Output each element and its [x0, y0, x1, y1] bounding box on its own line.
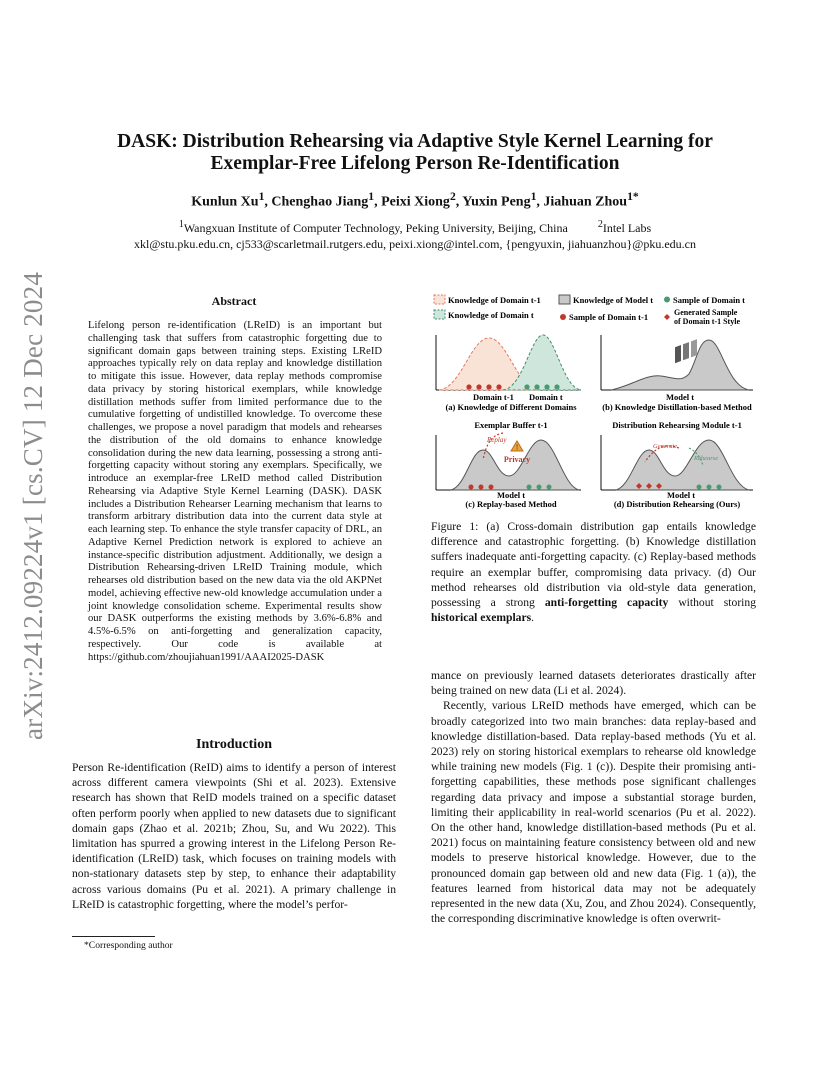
- introduction-heading: Introduction: [196, 737, 272, 752]
- author-name: Kunlun Xu: [191, 194, 259, 210]
- legend-generated-diamond: [664, 314, 670, 320]
- title-line-1: DASK: Distribution Rehearsing via Adaptive Style Kernel Learning for: [117, 131, 713, 152]
- affiliation-2: Intel Labs: [602, 221, 652, 235]
- footnote-rule: [72, 936, 155, 937]
- replay-tag: Replay: [487, 436, 507, 444]
- panel-caption: (d) Distribution Rehearsing (Ours): [613, 499, 741, 509]
- svg-text:!: !: [515, 443, 519, 452]
- panel-a: [436, 335, 581, 412]
- figure-1-caption: Figure 1: (a) Cross-domain distribution gap entails knowledge difference and catastrophic forgetting. (b) Knowledge distillation suffers inadequate anti-forgetting capacity. (c) Replay-based methods require an exemplar buffer, compromising data privacy. (d) Our method rehearses old distribution via old-style data generation, possessing a strong anti-forgetting capacity without storing historical exemplars.: [431, 520, 756, 625]
- panel-caption: (a) Knowledge of Different Domains: [445, 402, 577, 412]
- axis-label: Model t: [496, 490, 526, 500]
- author-name: Yuxin Peng: [462, 194, 531, 210]
- axis-label: Model t: [666, 490, 696, 500]
- rehearse-tag: Rehearse: [694, 455, 719, 462]
- legend-sample-prev: Sample of Domain t-1: [569, 312, 649, 322]
- author-list: Kunlun Xu$^1$, Chenghao Jiang$^1$, Peixi Xiong$^2$, Yuxin Peng$^1$, Jiahuan Zhou$^{1*}$: [191, 190, 639, 210]
- paper-title: [70, 131, 760, 175]
- generate-tag: Generate: [653, 443, 678, 450]
- caption-emphasis: historical exemplars: [431, 611, 532, 625]
- panel-d: [601, 339, 753, 509]
- panel-caption: (c) Replay-based Method: [465, 499, 557, 509]
- author-name: Chenghao Jiang: [271, 194, 369, 210]
- legend-domain-cur: Knowledge of Domain t: [448, 310, 534, 320]
- panel-title: Exemplar Buffer t-1: [474, 420, 548, 430]
- panel-c: [436, 420, 581, 509]
- footnote: *Corresponding author: [84, 940, 173, 951]
- author-emails: xkl@stu.pku.edu.cn, cj533@scarletmail.rutgers.edu, peixi.xiong@intel.com, {pengyuxin, jiahuanzhou}@pku.edu.cn: [134, 237, 696, 251]
- legend-generated: Generated Sample of Domain t-1 Style: [674, 308, 740, 326]
- affiliations: [70, 217, 760, 252]
- axis-label: Domain t-1: [473, 392, 514, 402]
- author-affiliation-mark: 1: [258, 190, 265, 203]
- legend-sample-prev-dot: [560, 314, 566, 320]
- abstract-text: Lifelong person re-identification (LReID) is an important but challenging task that suffers from catastrophic forgetting due to significant domain gaps between training steps. Existing LReID approaches typically rely on data replay and knowledge distillation to mitigate this issue. However, data replay methods compromise data privacy by storing historical exemplars, while knowledge distillation methods suffer from limited performance due to the cumulative forgetting of undistilled knowledge. To overcome these challenges, we propose a novel paradigm that models and rehearses the distribution of the old domains to enhance knowledge consolidation during the new data learning, possessing a strong anti-forgetting capacity without storing any exemplars. Specifically, we introduce an exemplar-free LReID method called Distribution Rehearsing via Adaptive Style Kernel Learning (DASK). DASK includes a Distribution Rehearser Learning mechanism that learns to transform arbitrary distribution data into the current data style at each learning step. To enhance the style transfer capacity of DRL, an Adaptive Kernel Prediction network is explored to achieve an instance-specific distribution adjustment. Additionally, we design a Distribution Rehearsing-driven LReID Training module, which rehearses old distribution based on the new data via the old AKPNet model, achieving effective new-old knowledge accumulation under a joint knowledge consolidation scheme. Experimental results show our DASK outperforms the existing methods by 3.6%-6.8% and 4.5%-6.5% on anti-forgetting and generalization capacity, respectively. Our code is available at https://github.com/zhoujiahuan1991/AAAI2025-DASK: [88, 320, 382, 663]
- panel-caption: (b) Knowledge Distillation-based Method: [602, 402, 752, 412]
- title-line-2: Exemplar-Free Lifelong Person Re-Identification: [210, 153, 620, 174]
- legend-domain-cur-swatch: [434, 310, 445, 319]
- legend-sample-cur-dot: [664, 297, 670, 303]
- right-column-body: [431, 668, 756, 926]
- author-affiliation-mark: 1*: [627, 190, 639, 203]
- paragraph: mance on previously learned datasets deteriorates drastically after being trained on new data (Li et al. 2024).: [431, 669, 756, 698]
- model-curve: [616, 440, 749, 490]
- author-affiliation-mark: 2: [449, 190, 456, 203]
- arxiv-identifier: arXiv:2412.09224v1 [cs.CV] 12 Dec 2024: [18, 271, 48, 740]
- legend-domain-prev: Knowledge of Domain t-1: [448, 295, 541, 305]
- author-affiliation-mark: 1: [530, 190, 537, 203]
- affiliation-mark: 1: [178, 219, 184, 230]
- abstract-heading: Abstract: [211, 294, 257, 308]
- affiliation-mark: 2: [597, 219, 603, 230]
- legend-model-swatch: [559, 295, 570, 304]
- panel-title: Distribution Rehearsing Module t-1: [612, 420, 742, 430]
- author-affiliation-mark: 1: [368, 190, 375, 203]
- introduction-text: Person Re-identification (ReID) aims to identify a person of interest across different camera viewpoints (Shi et al. 2023). Extensive research has shown that ReID models trained on a specific dataset often perform poorly when applied to new datasets due to significant domain gaps (Zhao et al. 2021b; Zhou, Su, and Wu 2022). This limitation has spurred a growing interest in the Lifelong Person Re-identification (LReID) task, which focuses on training models with non-stationary datasets step by step, to enhance their adaptability across various domains (Pu et al. 2021). A primary challenge in LReID is catastrophic forgetting, where the model’s perfor-: [72, 761, 396, 911]
- figure-1: [431, 290, 756, 510]
- privacy-tag: Privacy: [503, 455, 531, 464]
- paragraph: Recently, various LReID methods have emerged, which can be broadly categorized into two main branches: data replay-based and knowledge distillation-based. Data replay-based methods (Yu et al. 2023) rely on storing historical exemplars to rehearse old knowledge while training new models (Fig. 1 (c)). Despite their promising anti-forgetting capabilities, these methods pose significant challenges regarding data privacy and impose a substantial storage burden, limiting their applicability in real-world scenarios (Pu et al. 2022). On the other hand, knowledge distillation-based methods (Pu et al. 2021) focus on maintaining feature consistency between old and new models to preserve historical knowledge. However, due to the pronounced domain gap between old and new data (Fig. 1 (a)), the features learned from historical data may not be adequately represented in the new data (Xu, Zou, and Zhou 2024). Consequently, the corresponding discriminative knowledge is often overwrit-: [431, 699, 756, 926]
- legend-sample-cur: Sample of Domain t: [673, 295, 746, 305]
- affiliation-1: Wangxuan Institute of Computer Technology, Peking University, Beijing, China: [183, 221, 568, 235]
- figure-1-graphic: [431, 290, 756, 510]
- caption-emphasis: anti-forgetting capacity: [544, 596, 669, 610]
- author-name: Jiahuan Zhou: [543, 194, 628, 210]
- axis-label: Domain t: [529, 392, 563, 402]
- legend-domain-prev-swatch: [434, 295, 445, 304]
- axis-label: Model t: [665, 392, 695, 402]
- author-name: Peixi Xiong: [381, 194, 450, 210]
- legend-model: Knowledge of Model t: [573, 295, 654, 305]
